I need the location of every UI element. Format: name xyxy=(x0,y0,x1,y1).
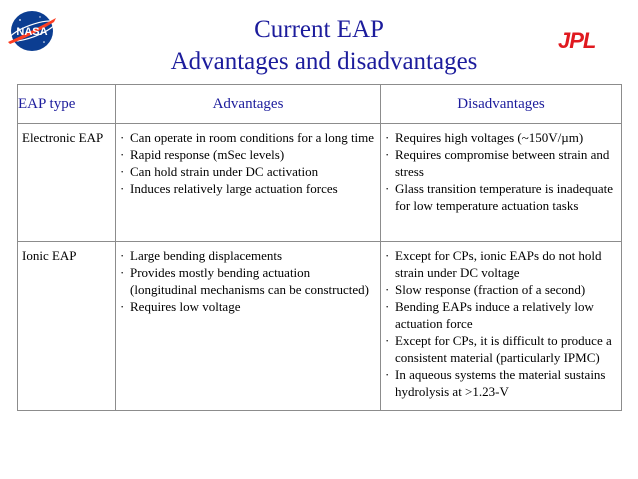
bullet-icon: · xyxy=(385,333,390,348)
list-item: · Except for CPs, ionic EAPs do not hold strain under DC voltage xyxy=(385,248,602,280)
bullet-icon: · xyxy=(385,248,390,263)
page-title-line2: Advantages and disadvantages xyxy=(170,48,478,75)
jpl-logo: JPL xyxy=(558,28,596,53)
disadvantages-list xyxy=(385,247,617,400)
bullet-icon: · xyxy=(385,282,390,297)
list-item: · Glass transition temperature is inadequate for low temperature actuation tasks xyxy=(385,181,614,213)
list-item: · Requires compromise between strain and stress xyxy=(385,147,610,179)
table-row xyxy=(18,242,622,411)
table-row xyxy=(18,124,622,242)
bullet-icon: · xyxy=(385,299,390,314)
list-item: · Bending EAPs induce a relatively low actuation force xyxy=(385,299,594,331)
bullet-icon: · xyxy=(120,299,125,314)
eap-type-ionic: Ionic EAP xyxy=(22,248,77,263)
list-item: · Can hold strain under DC activation xyxy=(120,164,319,179)
nasa-logo-text: NASA xyxy=(16,26,48,38)
bullet-icon: · xyxy=(385,130,390,145)
list-item: · Requires high voltages (~150V/µm) xyxy=(385,130,584,145)
list-item: · Induces relatively large actuation forces xyxy=(120,181,338,196)
header-eap-type: EAP type xyxy=(18,85,116,124)
bullet-icon: · xyxy=(120,147,125,162)
eap-comparison-table xyxy=(17,84,622,411)
table-header-row xyxy=(18,85,622,124)
list-item: · Slow response (fraction of a second) xyxy=(385,282,586,297)
list-item: · Large bending displacements xyxy=(120,248,283,263)
header-advantages: Advantages xyxy=(116,85,381,124)
bullet-icon: · xyxy=(120,265,125,280)
list-item: · Except for CPs, it is difficult to produce a consistent material (particularly IPMC) xyxy=(385,333,612,365)
advantages-list xyxy=(120,247,376,315)
bullet-icon: · xyxy=(385,181,390,196)
list-item: · Can operate in room conditions for a long time xyxy=(120,130,375,145)
list-item: · Requires low voltage xyxy=(120,299,241,314)
bullet-icon: · xyxy=(385,147,390,162)
disadvantages-list xyxy=(385,129,617,214)
eap-type-electronic: Electronic EAP xyxy=(22,130,104,145)
bullet-icon: · xyxy=(120,181,125,196)
list-item: · In aqueous systems the material sustains hydrolysis at >1.23-V xyxy=(385,367,606,399)
bullet-icon: · xyxy=(120,164,125,179)
bullet-icon: · xyxy=(385,367,390,382)
bullet-icon: · xyxy=(120,248,125,263)
header-disadvantages: Disadvantages xyxy=(381,85,622,124)
list-item: · Provides mostly bending actuation (longitudinal mechanisms can be constructed) xyxy=(120,265,369,297)
page-title-line1: Current EAP xyxy=(254,16,384,43)
advantages-list xyxy=(120,129,376,197)
list-item: · Rapid response (mSec levels) xyxy=(120,147,285,162)
bullet-icon: · xyxy=(120,130,125,145)
